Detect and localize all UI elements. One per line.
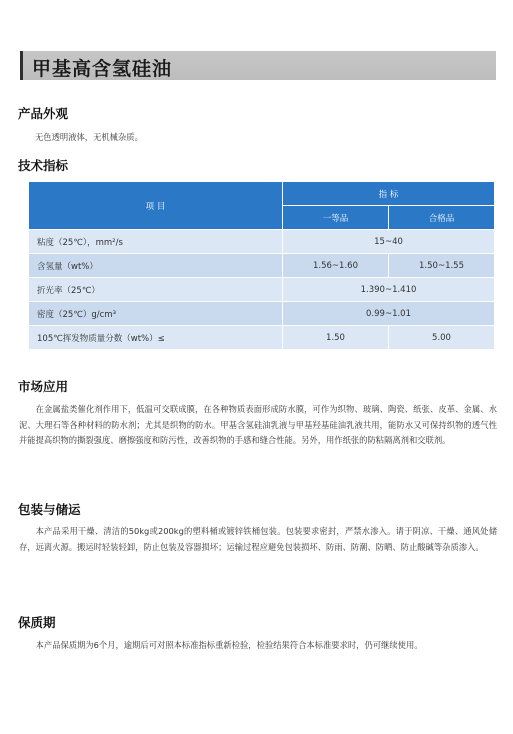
- row-value-first: 1.56~1.60: [283, 254, 389, 278]
- row-value-first: 1.50: [283, 326, 389, 350]
- packaging-text: 本产品采用干燥、清洁的50kg或200kg的塑料桶或镀锌铁桶包装。包装要求密封，严禁水渗入。请于阴凉、干燥、通风处储存，远离火源。搬运时轻装轻卸，防止包装及容器损坏；运输过程应避免包装损坏、防雨、防潮、防晒、防止酸碱等杂质渗入。: [19, 526, 497, 552]
- row-value-qualified: 5.00: [389, 326, 495, 350]
- appearance-heading: 产品外观: [18, 106, 69, 121]
- row-value: 15~40: [283, 230, 495, 254]
- shelf-life-heading: 保质期: [18, 615, 56, 630]
- table-row: [29, 278, 495, 302]
- specs-heading: 技术指标: [18, 158, 69, 173]
- header-indicator: 指 标: [283, 182, 495, 206]
- row-label: 含氢量（wt%）: [29, 254, 283, 278]
- table-row: [29, 302, 495, 326]
- packaging-heading: 包装与储运: [18, 502, 81, 517]
- table-row: [29, 254, 495, 278]
- row-value: 0.99~1.01: [283, 302, 495, 326]
- header-first-grade: 一等品: [283, 206, 389, 230]
- market-heading: 市场应用: [18, 379, 69, 394]
- header-qualified-grade: 合格品: [389, 206, 495, 230]
- table-row: [29, 230, 495, 254]
- row-label: 密度（25℃）g/cm³: [29, 302, 283, 326]
- row-value-qualified: 1.50~1.55: [389, 254, 495, 278]
- table-row: [29, 326, 495, 350]
- page-title: 甲基高含氢硅油: [32, 58, 173, 80]
- row-label: 105℃挥发物质量分数（wt%）≤: [29, 326, 283, 350]
- shelf-life-text: 本产品保质期为6个月，逾期后可对照本标准指标重新检验，检验结果符合本标准要求时，仍可继续使用。: [35, 640, 423, 650]
- market-text: 在金属盐类催化剂作用下，低温可交联成膜，在各种物质表面形成防水膜，可作为织物、玻璃、陶瓷、纸张、皮革、金属、水泥、大理石等各种材料的防水剂；尤其是织物的防水。甲基含氢硅油乳液与甲基羟基硅油乳液共用，能防水又可保持织物的透气性并能提高织物的撕裂强度、磨擦强度和防污性，改善织物的手感和缝合性能。另外，用作纸张的防粘隔离剂和交联剂。: [19, 404, 497, 445]
- title-banner: [20, 51, 496, 80]
- header-item: 项 目: [29, 182, 283, 230]
- row-value: 1.390~1.410: [283, 278, 495, 302]
- row-label: 折光率（25℃）: [29, 278, 283, 302]
- spec-table-body: [29, 230, 495, 350]
- row-label: 粘度（25℃），mm²/s: [29, 230, 283, 254]
- spec-table: [28, 181, 495, 350]
- appearance-text: 无色透明液体，无机械杂质。: [35, 132, 143, 142]
